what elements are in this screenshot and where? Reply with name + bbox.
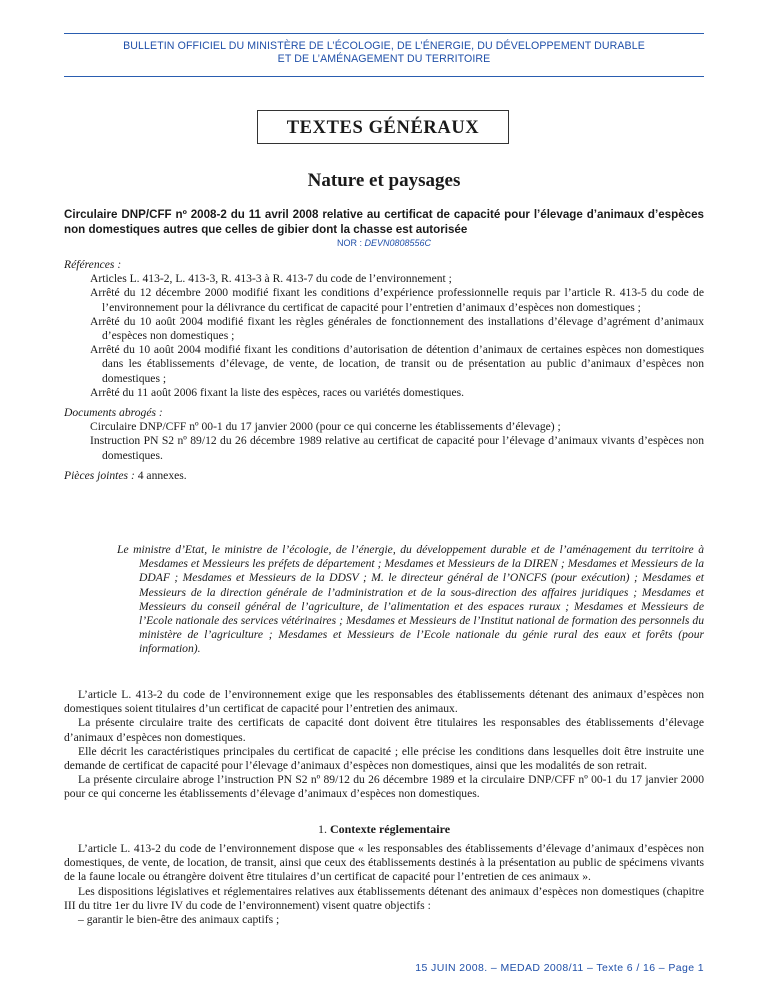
reference-item: Arrêté du 10 août 2004 modifié fixant les règles générales de fonctionnement des installations d’élevage d’agrément d’animaux d’espèces non domestiques ; xyxy=(90,314,704,343)
reference-item: Articles L. 413-2, L. 413-3, R. 413-3 à R. 413-7 du code de l’environnement ; xyxy=(90,272,452,286)
section-1-title: Contexte réglementaire xyxy=(329,822,451,836)
intro-paragraph: La présente circulaire traite des certificats de capacité dont doivent être titulaires les responsables des établissements d’élevage d’animaux d’espèces non domestiques. xyxy=(64,716,704,744)
header-top-rule xyxy=(64,33,704,34)
address-text: Le ministre d’Etat, le ministre de l’écologie, de l’énergie, du développement durable et de l’aménagement du territoire à Mesdames et Messieurs les préfets de département ; Mesdames et Messieurs de la DIREN ; Mesdames et Messieurs de la DDAF ; Mesdames et Messieurs de la DDSV ; M. le directeur général de l’ONCFS (pour exécution) ; Mesdames et Messieurs de la direction générale de l’administration et de la sous-direction des affaires juridiques ; Mesdames et Messieurs du conseil général de l’agriculture, de l’alimentation et des espaces ruraux ; Mesdames et Messieurs de l’Ecole nationale des services vétérinaires ; Mesdames et Messieurs de l’Institut national de formation des personnels du ministère de l’agriculture ; Mesdames et Messieurs de l’Ecole nationale du génie rural des eaux et forêts (pour information). xyxy=(117,543,704,656)
nor-reference xyxy=(64,238,704,248)
reference-item: Arrêté du 12 décembre 2000 modifié fixant les conditions d’expérience professionnelle requis par l’article R. 413-5 du code de l’environnement pour la délivrance du certificat de capacité pour l’entretien d’animaux d’espèces non domestiques ; xyxy=(90,286,704,314)
section-1-number: 1. xyxy=(317,822,327,836)
section-title: TEXTES GÉNÉRAUX xyxy=(286,118,480,138)
pieces-jointes-value: 4 annexes. xyxy=(137,468,187,482)
intro-section xyxy=(64,688,704,802)
pieces-jointes-label: Pièces jointes : xyxy=(64,468,135,482)
pieces-jointes xyxy=(64,469,704,483)
intro-paragraph: L’article L. 413-2 du code de l’environnement exige que les responsables des établissements détenant des animaux d’espèces non domestiques soient titulaires d’un certificat de capacité pour l’entretien des animaux. xyxy=(64,688,704,716)
section-1-paragraph: Les dispositions législatives et réglementaires relatives aux établissements détenant des animaux d’espèces non domestiques (chapitre III du titre 1er du livre IV du code de l’environnement) visent quatre objectifs : xyxy=(64,884,704,912)
section-1-heading xyxy=(64,822,704,837)
bulletin-header-line1: BULLETIN OFFICIEL DU MINISTÈRE DE L’ÉCOLOGIE, DE L’ÉNERGIE, DU DÉVELOPPEMENT DURABLE xyxy=(123,40,645,52)
section-1-paragraph: – garantir le bien-être des animaux captifs ; xyxy=(78,913,280,927)
intro-paragraph: Elle décrit les caractéristiques principales du certificat de capacité ; elle précise les conditions dans lesquelles doit être instruite une demande de certificat de capacité pour l’élevage d’animaux d’espèces non domestiques, ainsi que les modalités de son retrait. xyxy=(64,744,704,773)
references-label: Références : xyxy=(64,258,122,271)
references-section xyxy=(64,258,704,483)
section-title-box xyxy=(257,110,509,144)
intro-paragraph: La présente circulaire abroge l’instruction PN S2 nº 89/12 du 26 décembre 1989 et la circulaire DNP/CFF nº 00-1 du 17 janvier 2000 pour ce qui concerne les établissements d’élevage d’animaux d’espèces non domestiques. xyxy=(64,773,704,801)
section-1-body xyxy=(64,842,704,927)
page-footer: 15 JUIN 2008. – MEDAD 2008/11 – Texte 6 / 16 – Page 1 xyxy=(415,962,704,974)
documents-abroges-label: Documents abrogés : xyxy=(64,406,163,420)
section-1-paragraph: L’article L. 413-2 du code de l’environnement dispose que « les responsables des établissements d’élevage d’animaux d’espèces non domestiques, de vente, de location, de transit, ainsi que ceux des établissements destinés à la présentation au public de spécimens vivants de la faune locale ou étrangère doivent être titulaires d’un certificat de capacité pour l’entretien de ces animaux ». xyxy=(64,842,704,884)
reference-item: Arrêté du 11 août 2006 fixant la liste des espèces, races ou variétés domestiques. xyxy=(90,385,464,399)
bulletin-header-line2: ET DE L’AMÉNAGEMENT DU TERRITOIRE xyxy=(277,53,491,65)
address-block xyxy=(117,543,704,657)
nor-code: DEVN0808556C xyxy=(364,238,432,248)
header-bottom-rule xyxy=(64,76,704,77)
circulaire-title: Circulaire DNP/CFF nº 2008-2 du 11 avril 2008 relative au certificat de capacité pour l’élevage d’animaux d’espèces non domestiques autres que celles de gibier dont la chasse est autorisée xyxy=(64,208,704,236)
bulletin-header xyxy=(64,40,704,66)
document-abroge-item: Instruction PN S2 nº 89/12 du 26 décembre 1989 relative au certificat de capacité pour l’élevage d’animaux vivants d’espèces non domestiques. xyxy=(90,434,704,462)
document-abroge-item: Circulaire DNP/CFF nº 00-1 du 17 janvier 2000 (pour ce qui concerne les établissements d’élevage) ; xyxy=(90,420,561,434)
page-subtitle: Nature et paysages xyxy=(307,170,461,191)
reference-item: Arrêté du 10 août 2004 modifié fixant les conditions d’autorisation de détention d’animaux de certaines espèces non domestiques dans les établissements d’élevage, de vente, de location, de transit ou de présentation au public d’animaux d’espèces non domestiques ; xyxy=(90,343,704,385)
nor-label: NOR : xyxy=(336,238,362,248)
